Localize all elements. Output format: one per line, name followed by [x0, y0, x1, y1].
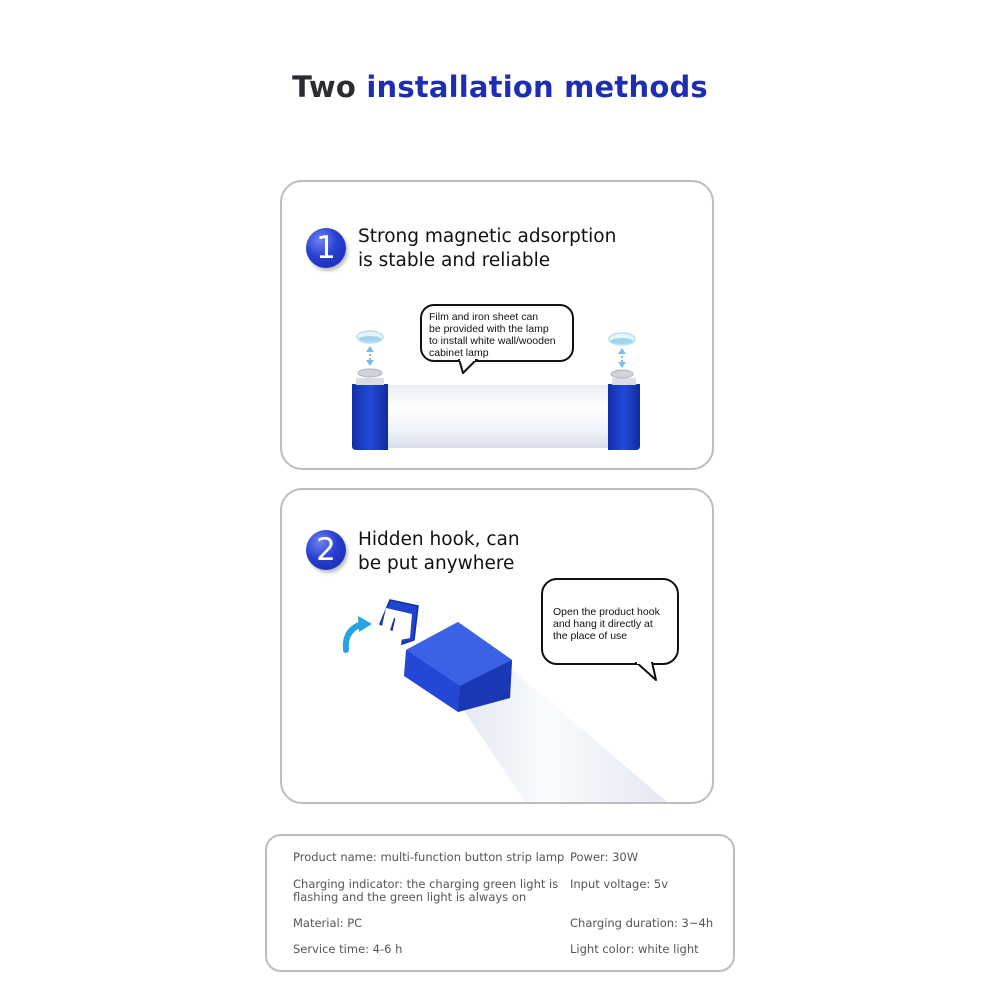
callout-line: cabinet lamp: [429, 347, 489, 359]
magnet-disc-icon: [357, 331, 383, 343]
page-title: [0, 70, 1000, 104]
callout-line: and hang it directly at: [553, 618, 653, 630]
callout-tail: [634, 662, 664, 684]
callout-line: to install white wall/wooden: [429, 335, 556, 347]
method-1-heading-line: is stable and reliable: [358, 250, 551, 271]
callout-tail: [457, 359, 487, 379]
method-2-heading-line: be put anywhere: [358, 553, 515, 574]
double-arrow-icon: [618, 348, 626, 368]
spec-light-color: Light color: white light: [570, 942, 699, 956]
method-2-callout: [541, 578, 679, 665]
spec-charging-duration: Charging duration: 3~4h: [570, 916, 714, 930]
lamp-tube: [382, 385, 614, 448]
spec-line: Charging indicator: the charging green light is: [293, 877, 559, 891]
right-mount-plate: [612, 378, 636, 385]
callout-line: be provided with the lamp: [429, 323, 549, 335]
spec-product-name: Product name: multi-function button strip lamp: [293, 850, 565, 864]
spec-charging-indicator: [293, 878, 558, 904]
lamp-left-cap: [352, 384, 388, 450]
lamp-right-cap: [608, 384, 640, 450]
method-2-number-badge: 2: [306, 530, 346, 570]
method-2-card: [280, 488, 714, 804]
callout-line: Open the product hook: [553, 606, 660, 618]
callout-line: the place of use: [553, 630, 628, 642]
magnet-disc-icon: [609, 333, 635, 345]
method-2-heading-line: Hidden hook, can: [358, 529, 520, 550]
left-mount-plate: [356, 378, 384, 385]
spec-material: Material: PC: [293, 916, 363, 930]
method-1-callout: [420, 304, 574, 362]
title-part-1: Two: [292, 70, 357, 104]
method-1-heading-line: Strong magnetic adsorption: [358, 226, 617, 247]
title-part-2: installation methods: [366, 70, 708, 104]
method-1-number-badge: 1: [306, 228, 346, 268]
spec-input-voltage: Input voltage: 5v: [570, 877, 669, 891]
spec-line: flashing and the green light is always on: [293, 890, 527, 904]
spec-service-time: Service time: 4-6 h: [293, 942, 403, 956]
double-arrow-icon: [366, 346, 374, 366]
method-1-card: [280, 180, 714, 470]
iron-sheet-left: [358, 369, 382, 377]
iron-sheet-right: [611, 370, 633, 378]
callout-line: Film and iron sheet can: [429, 311, 539, 323]
spec-power: Power: 30W: [570, 850, 639, 864]
